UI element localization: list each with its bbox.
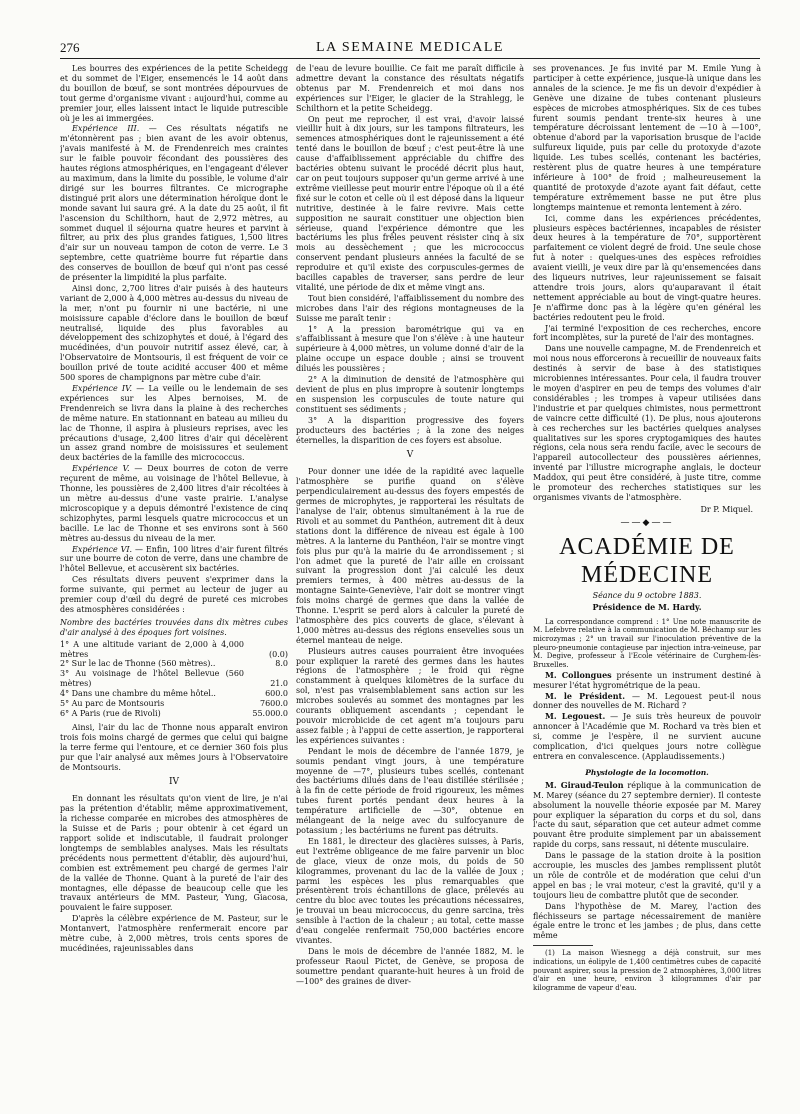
paragraph-text: — Deux bourres de coton de verre reçurent de même, au voisinage de l'hôtel Bellevue, à Thonne, les poussières de 2,400 litres d'air récoltées à un mètre au-dessus d'une vaste prairie. L'analyse microscopique y a depuis démontré l'existence de cinq schizophytes, parmi lesquels quatre micrococcus et un bacille. Le lac de Thonne et ses environs sont à 560 mètres au-dessus du niveau de la mer. [60, 464, 288, 543]
paragraph: Plusieurs autres causes pourraient être invoquées pour expliquer la rareté des germes dans les hautes régions de l'atmosphère ; le froid qui règne constamment à quelques kilomètres de la surface du sol, n'est pas vraisemblablement sans action sur les microbes soulevés au sommet des montagnes par les courants obliquement ascendants ; cependant le pouvoir microbicide de cet agent m'a toujours paru assez faible ; à l'appui de cette assertion, je rapporterai les expériences suivantes : [296, 646, 524, 745]
section-heading: V [406, 450, 414, 461]
column-2 [296, 64, 524, 1096]
page-header [60, 38, 760, 58]
paragraph [533, 781, 761, 850]
experiment-heading: Expérience III. [72, 124, 140, 134]
table-title: Nombre des bactéries trouvées dans dix mètres cubes d'air analysé à des époques fort voisines. [60, 617, 288, 637]
experiment-heading: Expérience IV. [72, 384, 132, 393]
paragraph: Ainsi, l'air du lac de Thonne nous apparaît environ trois fois moins chargé de germes que celui qui baigne la terre ferme qui l'entoure, et ce dernier 360 fois plus pur que l'air analysé aux mêmes jours à l'Observatoire de Montsouris. [60, 722, 288, 772]
subsection-heading: Physiologie de la locomotion. [585, 767, 709, 777]
author-signature: Dr P. Miquel. [700, 504, 753, 514]
table-row [60, 669, 288, 689]
presidency-line: Présidence de M. Hardy. [592, 601, 702, 612]
experiment-heading: Expérience VI. [72, 544, 133, 554]
table-row [60, 689, 288, 699]
paragraph: Dans l'hypothèse de M. Marey, l'action des fléchisseurs se partage nécessairement de manière égale entre le tronc et les jambes ; de plus, dans cette même [533, 901, 761, 941]
speaker-name: M. Giraud-Teulon [545, 779, 624, 790]
paragraph [533, 692, 761, 712]
footnote-rule [533, 945, 593, 946]
paragraph-text: — La veille ou le lendemain de ses expériences sur les Alpes bernoises, M. de Frendenreich se livra dans la plaine à des recherches de même nature. En stationnant en bateau au milieu du lac de Thonne, il aspira à plusieurs reprises, avec les précautions d'usage, 2,400 litres d'air qui décelèrent un assez grand nombre de moisissures et seulement deux bactéries de la famille des micrococcus. [60, 384, 288, 463]
paragraph-text: — Enfin, 100 litres d'air furent filtrés sur une bourre de coton de verre, dans une chambre de l'hôtel Bellevue, et accusèrent six bactéries. [60, 544, 288, 574]
paragraph: 1° A la pression barométrique qui va en s'affaiblissant à mesure que l'on s'élève : à une hauteur supérieure à 4,000 mètres, un volume donné d'air de la plaine occupe un espace double ; ainsi se trouvent dilués les poussières ; [296, 324, 524, 374]
table-cell-label: 5° Au parc de Montsouris [60, 699, 165, 709]
paragraph-text: présente un instrument destiné à mesurer l'état hygrométrique de la peau. [533, 670, 761, 690]
paragraph: Dans une nouvelle campagne, M. de Frendenreich et moi nous nous efforcerons à recueillir de nouveaux faits destinés à servir de base à des statistiques microbiennes intéressantes. Pour cela, il faudra trouver le moyen d'aspirer en peu de temps des volumes d'air considérables ; les trompes à vapeur utilisées dans l'industrie et par quelques chimistes, nous permettront de vaincre cette difficulté (1). De plus, nous ajouterons à ces recherches sur les bactéries quelques analyses qualitatives sur les spores cryptogamiques des hautes régions, cela nous sera rendu facile, avec le secours de l'appareil autocollecteur des poussières aériennes, inventé par l'illustre micrographe anglais, le docteur Maddox, qui peut être considéré, à juste titre, comme le promoteur des recherches statistiques sur les organismes vivants de l'atmosphère. [533, 344, 761, 502]
paragraph: J'ai terminé l'exposition de ces recherches, encore fort incomplètes, sur la pureté de l'air des montagnes. [533, 323, 761, 343]
paragraph [60, 124, 288, 283]
paragraph: D'après la célèbre expérience de M. Pasteur, sur le Montanvert, l'atmosphère renfermerait encore par mètre cube, à 2,000 mètres, trois cents spores de mucédinées, rajeunissables dans [60, 914, 288, 953]
section-heading: IV [168, 777, 180, 788]
paragraph: Tout bien considéré, l'affaiblissement du nombre des microbes dans l'air des régions montagneuses de la Suisse me paraît tenir : [296, 293, 524, 323]
table-row [60, 659, 288, 669]
paragraph: Ici, comme dans les expériences précédentes, plusieurs espèces bactériennes, incapables de résister deux heures à la température de 70°, supportèrent parfaitement ce violent degré de froid. Une seule chose fut à noter : quelques-unes des espèces refroidies avaient vieilli, je veux dire par là qu'ensemencées dans des liqueurs nutrives, leur rajeunissement se faisait attendre trois jours, alors qu'auparavant il était nettement appréciable au bout de vingt-quatre heures. Je n'affirme donc pas à la légère qu'en général les bactéries redoutent peu le froid. [533, 213, 761, 322]
paragraph: 2° A la diminution de densité de l'atmosphère qui devient de plus en plus impropre à soutenir longtemps en suspension les corpuscules de toute nature qui constituent ses sédiments ; [296, 375, 524, 414]
table-cell-label: 2° Sur le lac de Thonne (560 mètres).. [60, 659, 216, 669]
header-rule [60, 58, 760, 59]
paragraph: Ainsi donc, 2,700 litres d'air puisés à des hauteurs variant de 2,000 à 4,000 mètres au-dessus du niveau de la mer, n'ont pu fournir ni une bactérie, ni une moisissure capable d'éclore dans le bouillon de bœuf neutralisé, liquide des plus favorables au développement des schizophytes et doué, à l'égard des mucédinées, d'un pouvoir nutritif assez élevé, car, à l'Observatoire de Montsouris, il est fréquent de voir ce bouillon privé de toute acidité accuser 400 et même 500 spores de champignons par mètre cube d'air. [60, 283, 288, 383]
paragraph [60, 384, 288, 463]
paragraph: 3° A la disparition progressive des foyers producteurs des bactéries ; à la zone des neiges éternelles, la disparition de ces foyers est absolue. [296, 415, 524, 445]
table-cell-label: 1° A une altitude variant de 2,000 à 4,000 mètres [60, 639, 244, 659]
paragraph: En donnant les résultats qu'on vient de lire, je n'ai pas la prétention d'établir, même approximativement, la richesse comparée en microbes des atmosphères de la Suisse et de Paris ; pour obtenir à cet égard un rapport solide et indiscutable, il faudrait prolonger longtemps de semblables analyses. Mais les résultats précédents nous permettent d'établir, dès aujourd'hui, combien est extrêmement peu chargé de germes l'air de la vallée de Thonne. Quant à la pureté de l'air des montagnes, elle dépasse de beaucoup celle que les travaux antérieurs de MM. Pasteur, Yung, Giacosa, pouvaient le faire supposer. [60, 794, 288, 913]
footnote: (1) La maison Wiesnegg a déjà construit, sur mes indications, un éolipyle de 1,400 centimètres cubes de capacité pouvant aspirer, sous la pression de 2 atmosphères, 3,000 litres d'air en une heure, environ 3 kilogrammes d'air par kilogramme de vapeur d'eau. [533, 949, 761, 993]
table-cell-value: 600.0 [265, 689, 288, 699]
paragraph: On peut me reprocher, il est vrai, d'avoir laissé vieillir huit à dix jours, sur les tampons filtrateurs, les semences atmosphériques dont le rajeunissement a été tenté dans le bouillon de bœuf ; c'est peut-être là une cause d'affaiblissement appréciable du chiffre des bactéries obtenu suivant le procédé décrit plus haut, car on peut toujours supposer qu'un germe arrivé à une extrême vieillesse peut mourir entre l'époque où il a été fixé sur le coton et celle où il est déposé dans la liqueur nutritive, destinée à le faire revivre. Mais cette supposition ne saurait constituer une objection bien sérieuse, quand l'expérience démontre que les bactériums les plus frêles peuvent résister cinq à six mois au dessèchement ; que les micrococcus conservent pendant plusieurs années la faculté de se reproduire et qu'il existe des corpuscules-germes de bacilles capables de traverser, sans perdre de leur vitalité, une période de dix et même vingt ans. [296, 114, 524, 292]
paragraph-text: — Je suis très heureux de pouvoir annoncer à l'Académie que M. Rochard va très bien et si, comme je l'espère, il ne survient aucune complication, d'ici quelques jours notre collègue entrera en convalescence. (Applaudissements.) [533, 712, 761, 761]
speaker-name: M. Collongues [545, 669, 612, 680]
experiment-heading: Expérience V. [72, 464, 130, 474]
paragraph: Pour donner une idée de la rapidité avec laquelle l'atmosphère se purifie quand on s'élève perpendiculairement au-dessus des foyers empestés de germes de microphytes, je rapporterai les résultats de l'analyse de l'air, obtenus simultanément à la rue de Rivoli et au sommet du Panthéon, autrement dit à deux stations dont la différence de niveau est égale à 100 mètres. A la lanterne du Panthéon, l'air se montre vingt fois plus pur qu'à la mairie du 4e arrondissement ; si l'on admet que la pureté de l'air aille en croissant suivant la progression dont j'ai calculé les deux premiers termes, à 400 mètres au-dessus de la montagne Sainte-Geneviève, l'air doit se montrer vingt fois moins chargé de germes que dans la vallée de Thonne. L'esprit se perd alors à calculer la pureté de l'atmosphère des pics couverts de glace, s'élevant à 1,000 mètres au-dessus des régions ensevelies sous un éternel manteau de neige. [296, 467, 524, 645]
paragraph: Dans le passage de la station droite à la position accroupie, les muscles des jambes remplissent plutôt un rôle de contrôle et de modération que celui d'un appel en bas ; le vrai moteur, c'est la gravité, qu'il y a toujours lieu de combattre plutôt que de seconder. [533, 851, 761, 900]
paragraph: Dans le mois de décembre de l'année 1882, M. le professeur Raoul Pictet, de Genève, se proposa de soumettre pendant quarante-huit heures à un froid de —100° des graines de diver- [296, 946, 524, 986]
table-cell-label: 4° Dans une chambre du même hôtel.. [60, 689, 216, 699]
column-1 [60, 64, 288, 1096]
table-row [60, 699, 288, 709]
ornament-divider: ——◆—— [620, 517, 674, 528]
paragraph [533, 712, 761, 762]
paragraph: Ces résultats divers peuvent s'exprimer dans la forme suivante, qui permet au lecteur de juger au premier coup d'œil du degré de pureté ces microbes des atmosphères considérées : [60, 575, 288, 614]
paragraph: La correspondance comprend : 1° Une note manuscrite de M. Lefebvre relative à la communication de M. Béchamp sur les microzymas ; 2° un travail sur l'inoculation préventive de la pleuro-pneumonie contagieuse par injection intra-veineuse, par M. Degive, professeur à l'Ecole vétérinaire de Curghem-lès-Bruxelles. [533, 617, 761, 670]
paragraph: ses provenances. Je fus invité par M. Emile Yung à participer à cette expérience, jusque-là unique dans les annales de la science. Je me fis un devoir d'expédier à Genève une dizaine de tubes contenant plusieurs espèces de microbes atmosphériques. Six de ces tubes furent soumis pendant trente-six heures à une température décroissant lentement de —10 à —100°, obtenue d'abord par la vaporisation brusque de l'acide sulfureux liquide, puis par celle du protoxyde d'azote liquide. Les tubes scellés, contenant les bactéries, restèrent plus de quatre heures à une température inférieure à 100° de froid ; malheureusement la quantité de protoxyde d'azote ayant fait défaut, cette température extrêmement basse ne put être plus longtemps maintenue et remonta lentement à zéro. [533, 64, 761, 212]
table-cell-value: 7600.0 [260, 699, 288, 709]
table-cell-value: 8.0 [275, 659, 288, 669]
journal-title: LA SEMAINE MEDICALE [316, 40, 504, 55]
speaker-name: M. le Président. [545, 690, 626, 701]
section-title: ACADÉMIE DE MÉDECINE [559, 533, 735, 588]
table-row [60, 709, 288, 719]
paragraph [533, 671, 761, 691]
table-cell-value: (0.0) [269, 649, 288, 659]
speaker-name: M. Legouest. [545, 711, 606, 722]
page-number: 276 [60, 40, 80, 55]
paragraph-text: — Ces résultats négatifs ne m'étonnèrent pas ; bien avant de les avoir obtenus, j'avais manifesté à M. de Frendenreich mes craintes sur le faible pouvoir fécondant des poussières des hautes régions atmosphériques, en l'engageant d'élever au maximum, dans la limite du possible, le volume d'air dirigé sur les bourres filtrantes. Ce micrographe distingué prit alors une détermination héroïque dont le monde savant lui saura gré. A la date du 25 août, il fit l'ascension du Schilthorn, haut de 2,972 mètres, au sommet duquel il séjourna quatre heures et parvint à filtrer, au prix des plus grandes fatigues, 1,500 litres d'air sur un nouveau tampon de coton de verre. Le 3 septembre, cette quatrième bourre fut répartie dans des conserves de bouillon de bœuf qui n'ont pas cessé de présenter la limpidité la plus parfaite. [60, 124, 288, 283]
paragraph [60, 464, 288, 543]
paragraph [60, 545, 288, 575]
paragraph: Pendant le mois de décembre de l'année 1879, je soumis pendant vingt jours, à une température moyenne de —7°, plusieurs tubes scellés, contenant des bactériums dilués dans de l'eau distillée stérilisée ; à la fin de cette période de froid rigoureux, les mêmes tubes furent portés pendant deux heures à la température artificielle de —30°, obtenue en mélangeant de la neige avec du sulfocyanure de potassium ; les bactériums ne furent pas détruits. [296, 746, 524, 835]
table-row [60, 640, 288, 660]
paragraph-text: réplique à la communication de M. Marey (séance du 27 septembre dernier). Il conteste absolument la nouvelle théorie exposée par M. Marey pour expliquer la séparation du corps et du sol, dans l'acte du saut, séparation que cet auteur admet comme pouvant être produite simplement par un abaissement rapide du corps, sans ressaut, ni détente musculaire. [533, 780, 761, 850]
paragraph-text: — M. Legouest peut-il nous donner des nouvelles de M. Richard ? [533, 691, 761, 711]
paragraph: Les bourres des expériences de la petite Scheidegg et du sommet de l'Eiger, ensemencés le 14 août dans du bouillon de bœuf, se sont montrées dépourvues de tout germe d'organisme vivant : aujourd'hui, comme au premier jour, elles laissent intact le liquide putrescible où je les ai immergées. [60, 64, 288, 123]
column-3 [533, 64, 761, 1096]
table-cell-label: 6° A Paris (rue de Rivoli) [60, 709, 161, 718]
session-date: Séance du 9 octobre 1883. [592, 590, 702, 600]
table-cell-value: 55.000.0 [252, 709, 288, 718]
bacteria-table [60, 640, 288, 719]
table-cell-value: 21.0 [270, 679, 288, 689]
paragraph: En 1881, le directeur des glacières suisses, à Paris, eut l'extrême obligeance de me faire parvenir un bloc de glace, vieux de onze mois, du poids de 50 kilogrammes, provenant du lac de la vallée de Joux ; parmi les espèces les plus remarquables que présentèrent trois échantillons de glace, prélevés au centre du bloc avec toutes les précautions nécessaires, je trouvai un beau micrococcus, du genre sarcina, très sensible à l'action de la chaleur ; au total, cette masse d'eau congelée renfermait 750,000 bactéries encore vivantes. [296, 836, 524, 945]
table-cell-label: 3° Au voisinage de l'hôtel Bellevue (560 mètres) [60, 669, 244, 689]
paragraph: de l'eau de levure bouillie. Ce fait me paraît difficile à admettre devant la constance des résultats négatifs obtenus par M. Frendenreich et moi dans nos expériences sur l'Eiger, le glacier de la Strahlegg, le Schilthorn et la petite Scheidegg. [296, 64, 524, 113]
